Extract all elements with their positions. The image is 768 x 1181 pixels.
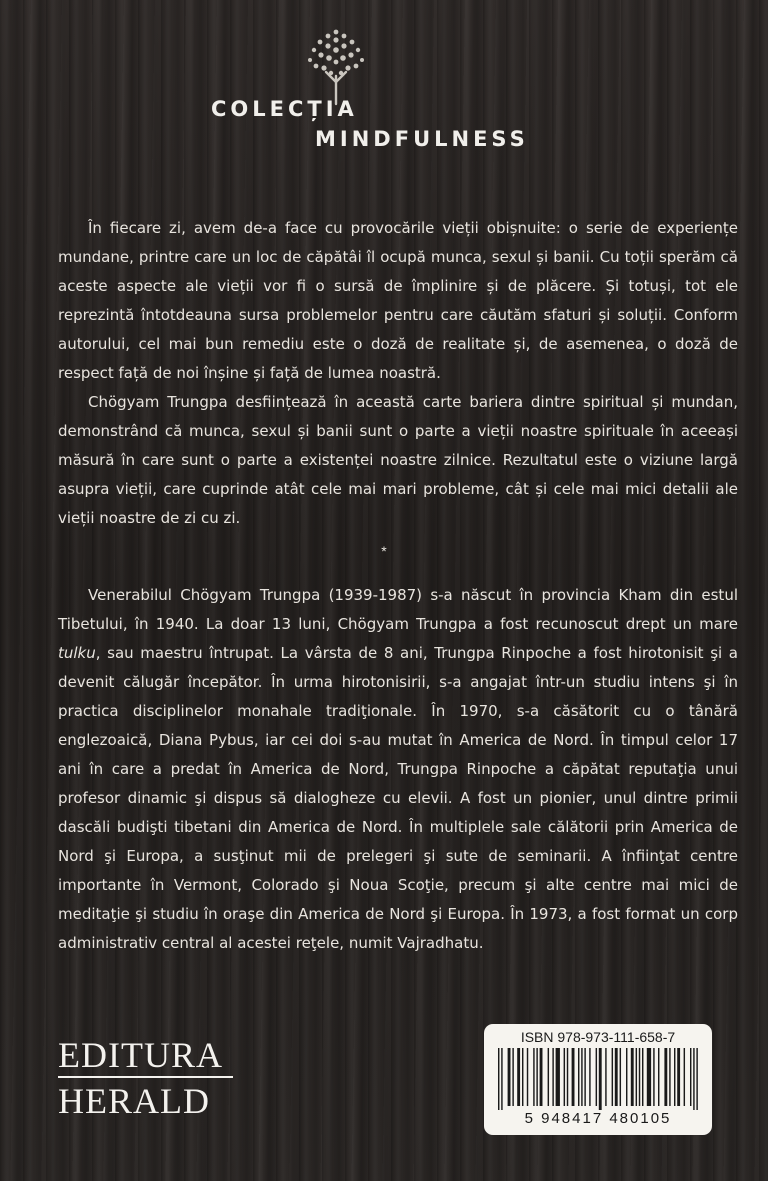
series-subtitle: MINDFULNESS <box>315 127 529 151</box>
bio-italic-term: tulku <box>58 644 96 662</box>
barcode-stripe <box>677 1048 680 1106</box>
publisher-line2: HERALD <box>58 1081 210 1121</box>
barcode-stripe <box>501 1048 502 1110</box>
barcode-stripe <box>620 1048 621 1106</box>
barcode-stripe <box>578 1048 579 1106</box>
barcode-stripe <box>527 1048 528 1106</box>
tree-icon <box>296 26 376 106</box>
barcode-stripe <box>642 1048 643 1106</box>
barcode-stripe <box>584 1048 585 1106</box>
barcode-stripe <box>564 1048 565 1106</box>
barcode-stripe <box>674 1048 675 1106</box>
bio-paragraph <box>58 581 738 958</box>
barcode-stripe <box>552 1048 553 1106</box>
author-bio <box>58 581 738 958</box>
barcode-stripe <box>498 1048 499 1110</box>
barcode-stripe <box>567 1048 568 1106</box>
barcode-stripe <box>596 1048 597 1106</box>
description-paragraph: Chögyam Trungpa desființează în această carte bariera dintre spiritual și mundan, demonstrând că munca, sexul și banii sunt o parte a vieții noastre spirituale în aceeași măsură în care sunt o parte a existenței noastre zilnice. Rezultatul este o viziune largă asupra vieții, care cuprinde atât cele mai mari probleme, cât și cele mai mici detalii ale vieții noastre de zi cu zi. <box>58 393 738 527</box>
barcode-stripe <box>696 1048 697 1110</box>
barcode-stripe <box>536 1048 537 1106</box>
barcode-stripe <box>556 1048 560 1106</box>
barcode-stripe <box>693 1048 694 1110</box>
barcode-stripe <box>589 1048 590 1106</box>
barcode-stripe <box>615 1048 618 1106</box>
barcode-panel <box>484 1024 712 1135</box>
barcode-stripe <box>540 1048 543 1106</box>
barcode-stripe <box>690 1048 691 1106</box>
barcode-stripe <box>517 1048 520 1106</box>
ean-number: 5 948417 480105 <box>524 1110 672 1127</box>
barcode-stripe <box>639 1048 640 1106</box>
barcode-icon <box>498 1048 698 1110</box>
barcode-stripe <box>572 1048 575 1106</box>
description-paragraph: În fiecare zi, avem de-a face cu provocările vieții obișnuite: o serie de experiențe mundane, printre care un loc de căpătâi îl ocupă munca, sexul și banii. Cu toții sperăm că aceste aspecte ale vieții vor fi o sursă de împlinire și de plăcere. Și totuși, tot ele reprezintă întotdeauna sursa problemelor pentru care căutăm sfaturi și soluții. Conform autorului, cel mai bun remediu este o doză de realitate și, de asemenea, o doză de respect față de noi înșine și față de lumea noastră. <box>58 219 738 382</box>
barcode-stripe <box>508 1048 511 1106</box>
barcode-stripe <box>669 1048 670 1106</box>
barcode-stripe <box>631 1048 634 1106</box>
bio-text-part1: Venerabilul Chögyam Trungpa (1939-1987) s-a născut în provincia Kham din estul Tibetului, în 1940. La doar 13 luni, Chögyam Trungpa a fost recunoscut drept un mare <box>58 586 738 633</box>
barcode-stripe <box>647 1048 651 1106</box>
book-description <box>58 214 738 533</box>
barcode-stripe <box>684 1048 685 1106</box>
series-title: COLECȚIA <box>211 97 358 121</box>
barcode-stripe <box>664 1048 667 1106</box>
barcode-stripe <box>658 1048 659 1106</box>
barcode-stripe <box>612 1048 613 1106</box>
section-separator: * <box>381 543 387 559</box>
isbn-label: ISBN 978-973-111-658-7 <box>520 1029 676 1045</box>
barcode-stripe <box>599 1048 602 1110</box>
barcode-stripe <box>636 1048 637 1106</box>
publisher-line1: EDITURA <box>58 1035 223 1075</box>
barcode-stripe <box>522 1048 523 1106</box>
barcode-stripe <box>626 1048 627 1106</box>
barcode-stripe <box>533 1048 534 1106</box>
publisher-divider <box>58 1076 233 1078</box>
bio-text-part2: , sau maestru întrupat. La vârsta de 8 ani, Trungpa Rinpoche a fost hirotonisit şi a devenit călugăr începător. În urma hirotonisirii, s-a angajat într-un studiu intens şi în practica disciplinelor monahale tradiţionale. În 1970, s-a căsătorit cu o tânără englezoaică, Diana Pybus, iar cei doi s-au mutat în America de Nord. În timpul celor 17 ani în care a predat în America de Nord, Trungpa Rinpoche a căpătat reputaţia unui profesor dinamic şi dispus să dialogheze cu elevii. A fost un pionier, unul dintre primii dascăli budişti tibetani din America de Nord. În multiplele sale călătorii prin America de Nord şi Europa, a susţinut mii de prelegeri şi sute de seminarii. A înfiinţat centre importante în Vermont, Colorado şi Noua Scoţie, precum şi alte centre mai mici de meditaţie şi studiu în oraşe din America de Nord şi Europa. În 1973, a fost format un corp administrativ central al acestei reţele, numit Vajradhatu. <box>58 644 738 952</box>
barcode-stripe <box>548 1048 549 1106</box>
barcode-stripe <box>605 1048 606 1106</box>
barcode-stripe <box>653 1048 654 1106</box>
barcode-stripe <box>512 1048 513 1106</box>
barcode-stripe <box>581 1048 582 1106</box>
publisher-logo <box>58 1035 233 1121</box>
